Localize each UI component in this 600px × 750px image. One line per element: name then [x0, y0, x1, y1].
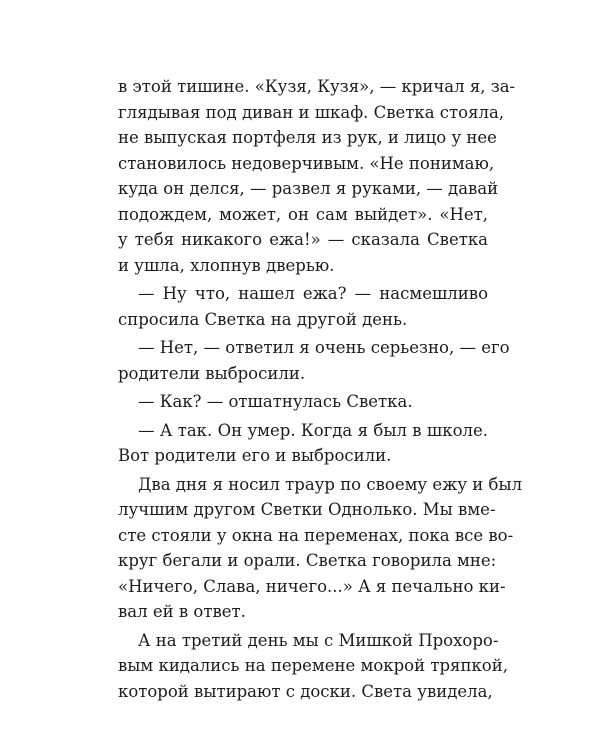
text-line: не выпуская портфеля из рук, и лицо у нее [118, 128, 497, 147]
text-line: родители выбросили. [118, 363, 306, 383]
text-line: в этой тишине. «Кузя, Кузя», — кричал я, за- [118, 77, 516, 96]
text-line: глядывая под диван и шкаф. Светка стояла, [118, 102, 505, 122]
text-line: вым кидались на перемене мокрой тряпкой, [118, 656, 508, 675]
text-line: и ушла, хлопнув дверью. [118, 255, 335, 275]
text-line: подождем, может, он сам выйдет». «Нет, [118, 204, 488, 224]
text-line: у тебя никакого ежа!» — сказала Светка [118, 230, 488, 249]
text-line: куда он делся, — развел я руками, — давай [118, 179, 499, 198]
text-line: спросила Светка на другой день. [118, 309, 408, 329]
text-line: лучшим другом Светки Однолько. Мы вме- [118, 500, 496, 519]
text-line: Вот родители его и выбросили. [118, 446, 392, 465]
text-line: — Ну что, нашел ежа? — насмешливо [138, 284, 488, 303]
text-line: становилось недоверчивым. «Не понимаю, [118, 153, 495, 173]
text-line: — Нет, — ответил я очень серьезно, — его [138, 338, 510, 357]
text-line: сте стояли у окна на переменах, пока все во- [118, 525, 514, 545]
text-line: вал ей в ответ. [118, 602, 246, 621]
text-line: А на третий день мы с Мишкой Прохоро- [138, 630, 499, 650]
text-line: круг бегали и орали. Светка говорила мне: [118, 551, 497, 570]
text-line: «Ничего, Слава, ничего...» А я печально ки- [118, 576, 506, 596]
text-line: — А так. Он умер. Когда я был в школе. [138, 420, 488, 440]
text-line: — Как? — отшатнулась Светка. [138, 392, 413, 411]
text-line: которой вытирают с доски. Света увидела, [118, 681, 493, 701]
text-line: Два дня я носил траур по своему ежу и был [138, 474, 523, 494]
